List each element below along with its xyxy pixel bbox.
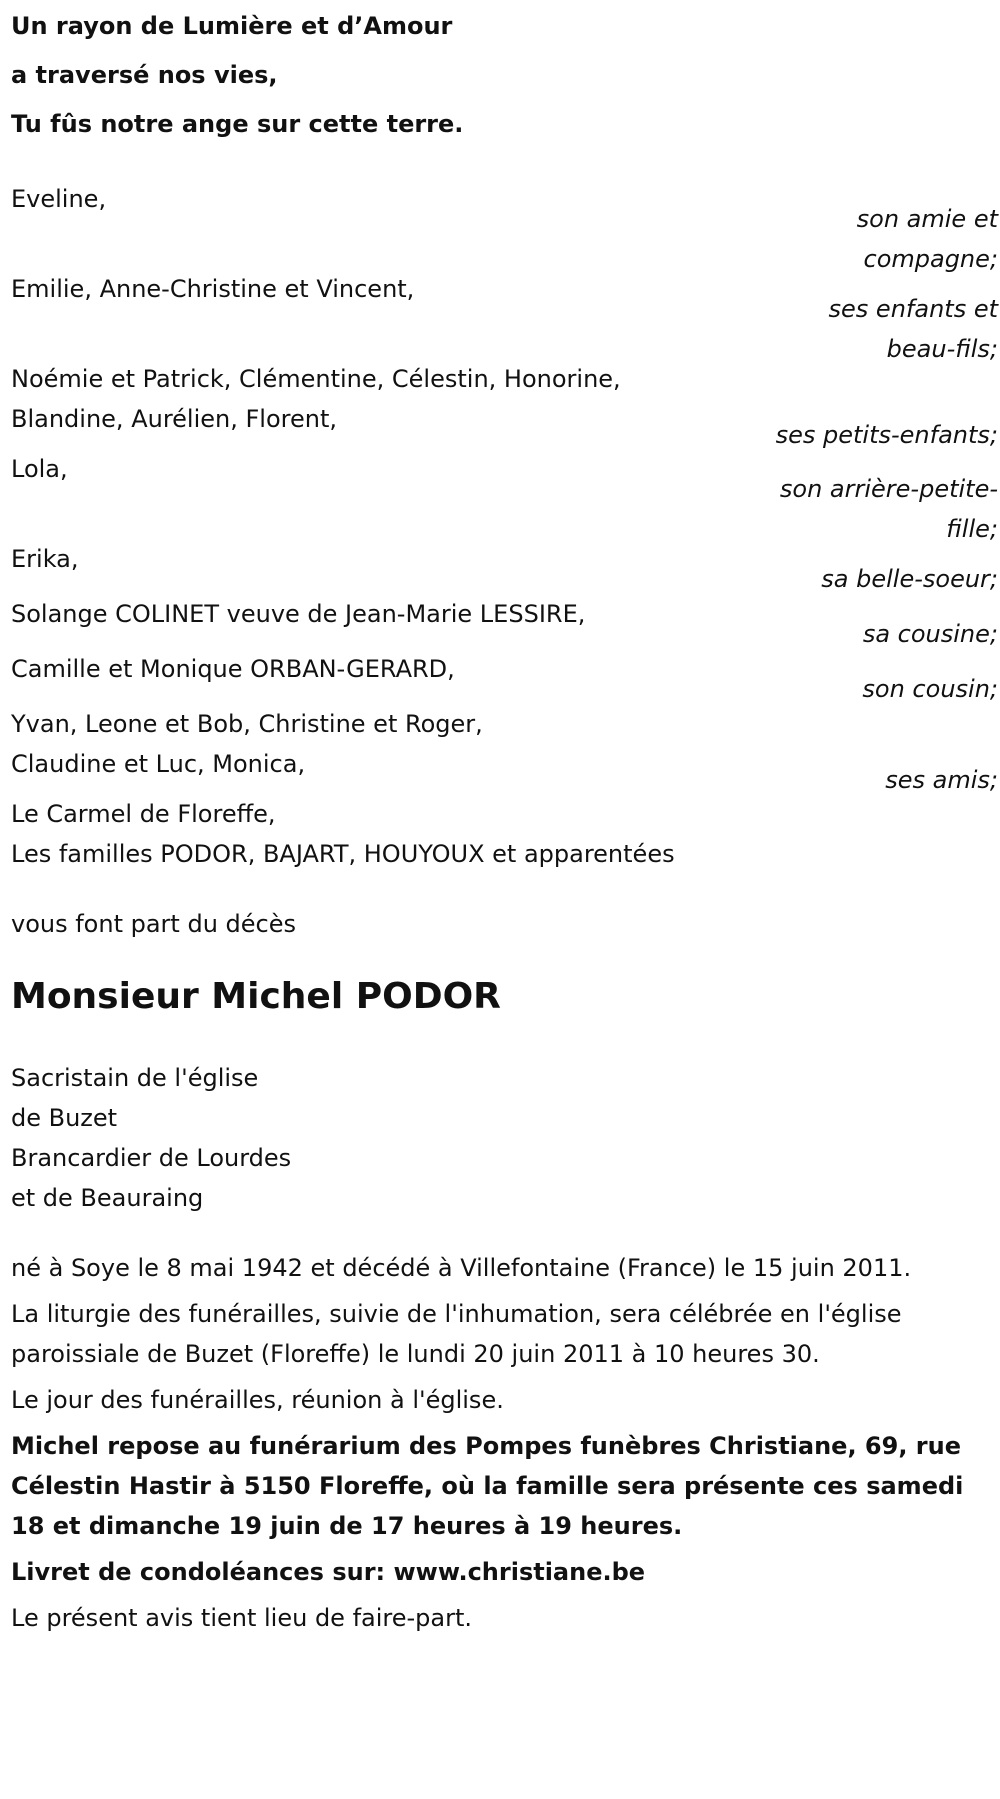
family-row xyxy=(11,704,998,794)
poem-line: Un rayon de Lumière et d’Amour xyxy=(11,12,453,40)
family-names: Emilie, Anne-Christine et Vincent, xyxy=(11,275,415,303)
roles: Sacristain de l'église de Buzet Brancardier de Lourdes et de Beauraing xyxy=(11,1064,292,1212)
family-row xyxy=(11,539,998,594)
family-names: Lola, xyxy=(11,455,68,483)
family-row xyxy=(11,594,998,649)
family-names: Noémie et Patrick, Clémentine, Célestin, Honorine, Blandine, Aurélien, Florent, xyxy=(11,365,621,433)
poem-header xyxy=(11,0,1000,149)
family-row xyxy=(11,179,998,273)
family-names: Erika, xyxy=(11,545,79,573)
family-relation: son amie et compagne; xyxy=(856,205,998,273)
announcement: vous font part du décès xyxy=(11,910,296,938)
family-relation: ses amis; xyxy=(885,766,998,794)
notice-line: Le présent avis tient lieu de faire-part. xyxy=(11,1604,473,1632)
family-names: Le Carmel de Floreffe, Les familles PODOR, BAJART, HOUYOUX et apparentées xyxy=(11,800,675,868)
family-names: Camille et Monique ORBAN-GERARD, xyxy=(11,655,455,683)
family-row xyxy=(11,269,998,363)
poem-line: Tu fûs notre ange sur cette terre. xyxy=(11,110,464,138)
birth-death-line: né à Soye le 8 mai 1942 et décédé à Villefontaine (France) le 15 juin 2011. xyxy=(11,1254,912,1282)
family-row xyxy=(11,359,998,449)
family-list xyxy=(11,179,998,874)
family-names: Solange COLINET veuve de Jean-Marie LESSIRE, xyxy=(11,600,586,628)
rests-paragraph: Michel repose au funérarium des Pompes funèbres Christiane, 69, rue Célestin Hastir à 5150 Floreffe, où la famille sera présente ces samedi 18 et dimanche 19 juin de 17 heures à 19 heures. xyxy=(11,1432,964,1540)
liturgy-paragraph: La liturgie des funérailles, suivie de l'inhumation, sera célébrée en l'église paroissiale de Buzet (Floreffe) le lundi 20 juin 2011 à 10 heures 30. xyxy=(11,1300,902,1368)
family-relation: ses petits-enfants; xyxy=(775,421,998,449)
family-relation: ses enfants et beau-fils; xyxy=(828,295,998,363)
condolences-line: Livret de condoléances sur: www.christiane.be xyxy=(11,1558,646,1586)
poem-line: a traversé nos vies, xyxy=(11,61,278,89)
family-relation: sa cousine; xyxy=(862,620,998,648)
family-names: Eveline, xyxy=(11,185,107,213)
family-relation: son cousin; xyxy=(862,675,998,703)
family-relation: sa belle-soeur; xyxy=(821,565,998,593)
family-names: Yvan, Leone et Bob, Christine et Roger, Claudine et Luc, Monica, xyxy=(11,710,483,778)
family-row xyxy=(11,649,998,704)
deceased-name: Monsieur Michel PODOR xyxy=(11,976,501,1017)
family-row xyxy=(11,794,998,874)
family-row xyxy=(11,449,998,543)
family-relation: son arrière-petite- fille; xyxy=(779,475,998,543)
meeting-line: Le jour des funérailles, réunion à l'église. xyxy=(11,1386,504,1414)
